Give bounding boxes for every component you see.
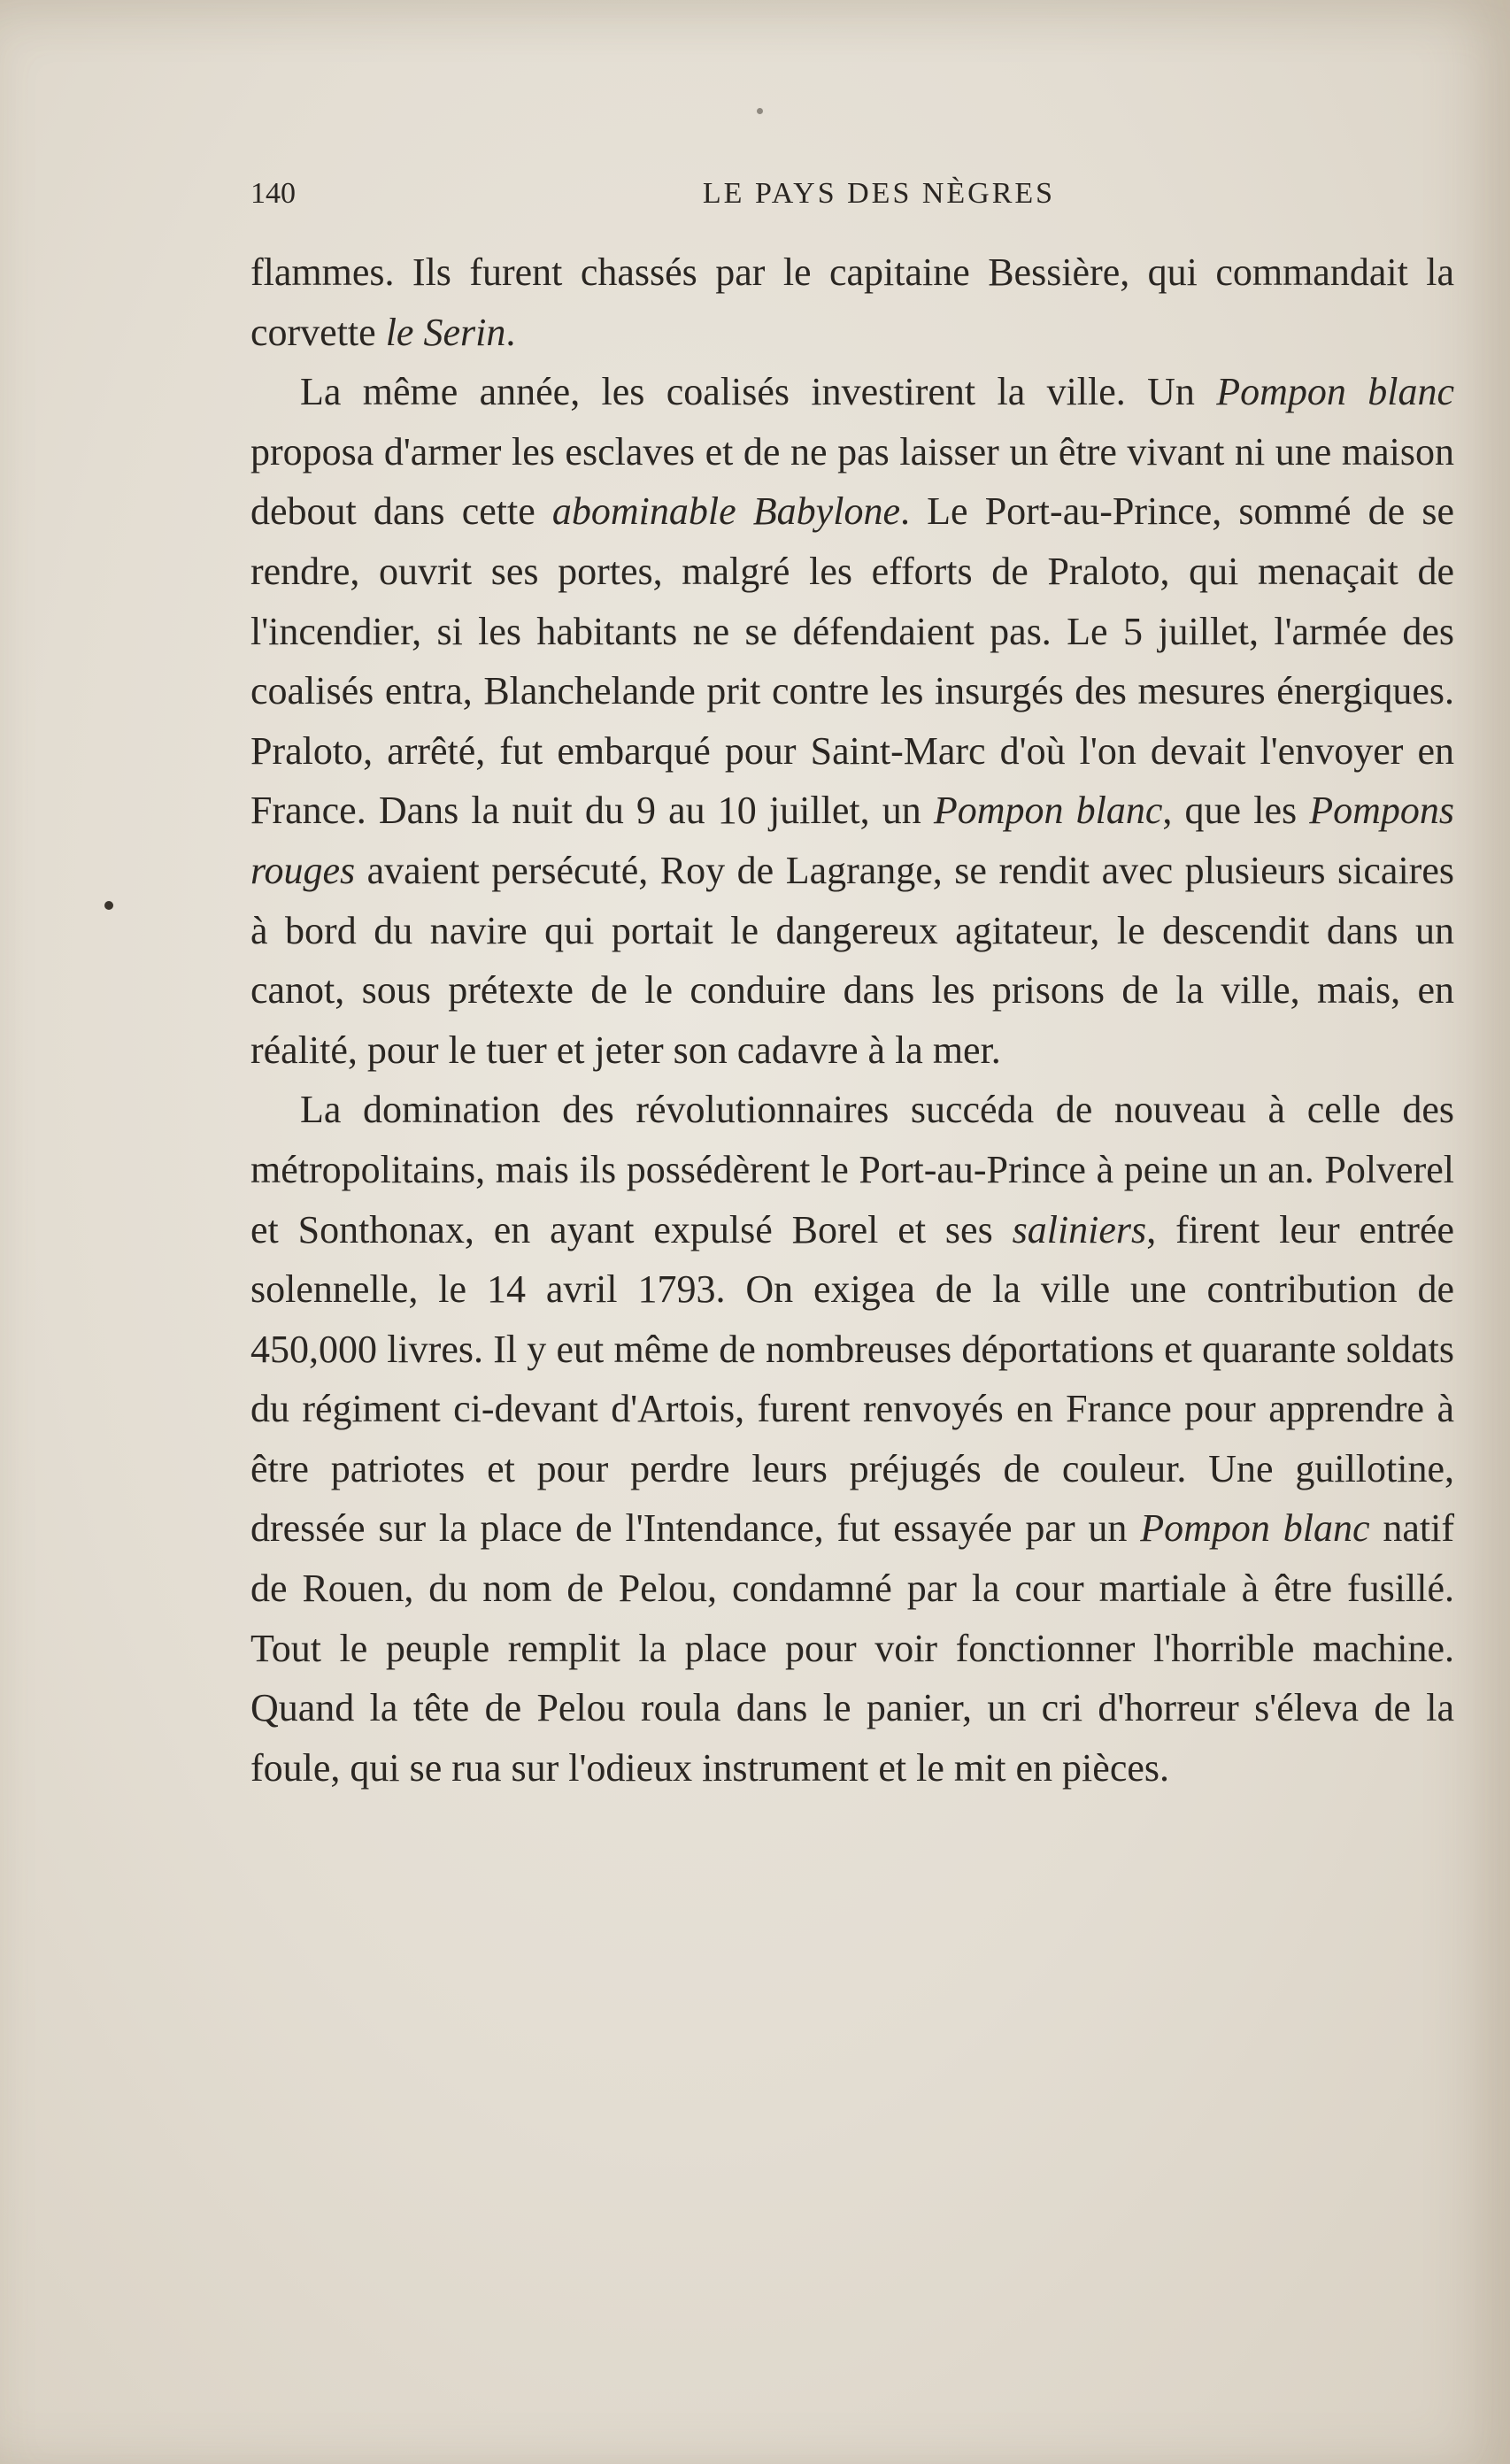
paragraph-2 — [250, 362, 1454, 1080]
italic-run: Pompon blanc — [1216, 370, 1455, 414]
ink-speck — [757, 108, 763, 114]
text-run: La même année, les coalisés investirent la ville. Un — [300, 370, 1217, 414]
paragraph-3 — [250, 1080, 1454, 1798]
italic-run: saliniers — [1012, 1207, 1147, 1251]
page-number: 140 — [250, 177, 296, 210]
ink-speck — [104, 901, 113, 910]
running-header — [250, 177, 1454, 221]
text-run: proposa d'armer les esclaves et de ne pas laisser un être vivant ni une maison debout dans cette — [250, 429, 1454, 534]
text-run: flammes. Ils furent chassés par le capitaine Bessière, qui commandait la corvette — [250, 250, 1454, 354]
paragraph-1 — [250, 243, 1454, 362]
italic-run: abominable Babylone — [551, 489, 900, 534]
text-run: , que les — [1162, 789, 1310, 833]
italic-run: le Serin — [385, 310, 506, 354]
text-run: avaient persécuté, Roy de Lagrange, se rendit avec plusieurs sicaires à bord du navire qui portait le dangereux agitateur, le descendit dans un canot, sous prétexte de le conduire dans les prisons de la ville, mais, en réalité, pour le tuer et jeter son cadavre à la mer. — [250, 848, 1454, 1072]
italic-run: Pompon blanc — [933, 789, 1163, 833]
italic-run: Pompons rouges — [250, 789, 1455, 892]
text-run: . — [505, 310, 516, 354]
text-run: natif de Rouen, du nom de Pelou, condamné par la cour martiale à être fusillé. Tout le peuple remplit la place pour voir fonctionner l'horrible machine. Quand la tête de Pelou roula dans le panier, un cri d'horreur s'éleva de la foule, qui se rua sur l'odieux instrument et le mit en pièces. — [250, 1506, 1454, 1790]
text-run: . Le Port-au-Prince, sommé de se rendre, ouvrit ses portes, malgré les efforts de Praloto, qui menaçait de l'incendier, si les habitants ne se défendaient pas. Le 5 juillet, l'armée des coalisés entra, Blanchelande prit contre les insurgés des mesures énergiques. Praloto, arrêté, fut embarqué pour Saint-Marc d'où l'on devait l'envoyer en France. Dans la nuit du 9 au 10 juillet, un — [250, 489, 1455, 833]
text-run: La domination des révolutionnaires succéda de nouveau à celle des métropolitains, mais ils possédèrent le Port-au-Prince à peine un an. Polverel et Sonthonax, en ayant expulsé Borel et ses — [250, 1088, 1454, 1251]
body-text — [250, 243, 1454, 1798]
text-run: , firent leur entrée solennelle, le 14 avril 1793. On exigea de la ville une contribution de 450,000 livres. Il y eut même de nombreuses déportations et quarante soldats du régiment ci-devant d'Artois, furent renvoyés en France pour apprendre à être patriotes et pour perdre leurs préjugés de couleur. Une guillotine, dressée sur la place de l'Intendance, fut essayée par un — [250, 1207, 1455, 1551]
running-title: LE PAYS DES NÈGRES — [702, 177, 1056, 210]
italic-run: Pompon blanc — [1140, 1506, 1370, 1551]
